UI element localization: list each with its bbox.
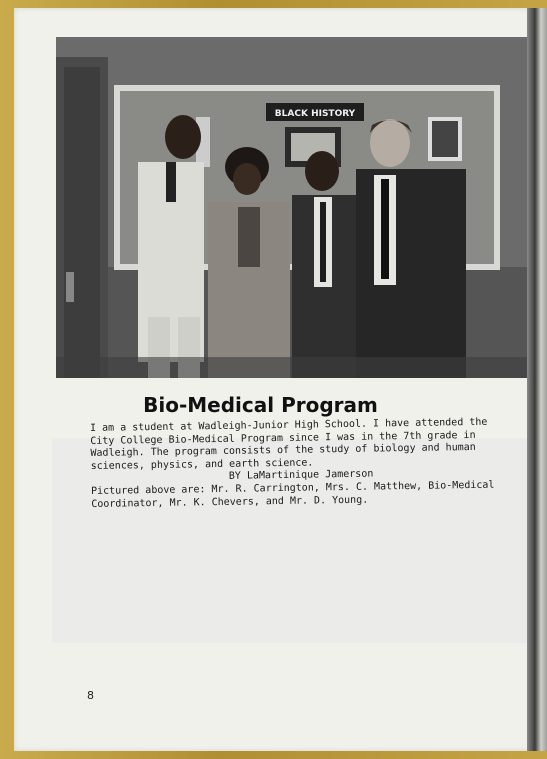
article-paragraph: I am a student at Wadleigh-Junior High School. I have attended the City College Bio-Medical Program since I was in the 7th grade in Wadleigh. The program consists of the study of biology and human sciences, physics, and earth science. xyxy=(90,416,488,472)
black-history-sign: BLACK HISTORY xyxy=(274,109,356,119)
article-body xyxy=(90,417,495,511)
photo-caption: Pictured above are: Mr. R. Carrington, Mrs. C. Matthew, Bio-Medical Coordinator, Mr. K. Chevers, and Mr. D. Young. xyxy=(90,479,495,510)
group-photo xyxy=(56,37,530,378)
group-photo-illustration xyxy=(56,37,530,378)
article-title: Bio-Medical Program xyxy=(143,393,378,417)
yearbook-page xyxy=(14,8,535,751)
page-number: 8 xyxy=(87,689,94,702)
article-byline: BY LaMartinique Jamerson xyxy=(228,468,374,483)
adjacent-page-edge xyxy=(527,8,547,751)
